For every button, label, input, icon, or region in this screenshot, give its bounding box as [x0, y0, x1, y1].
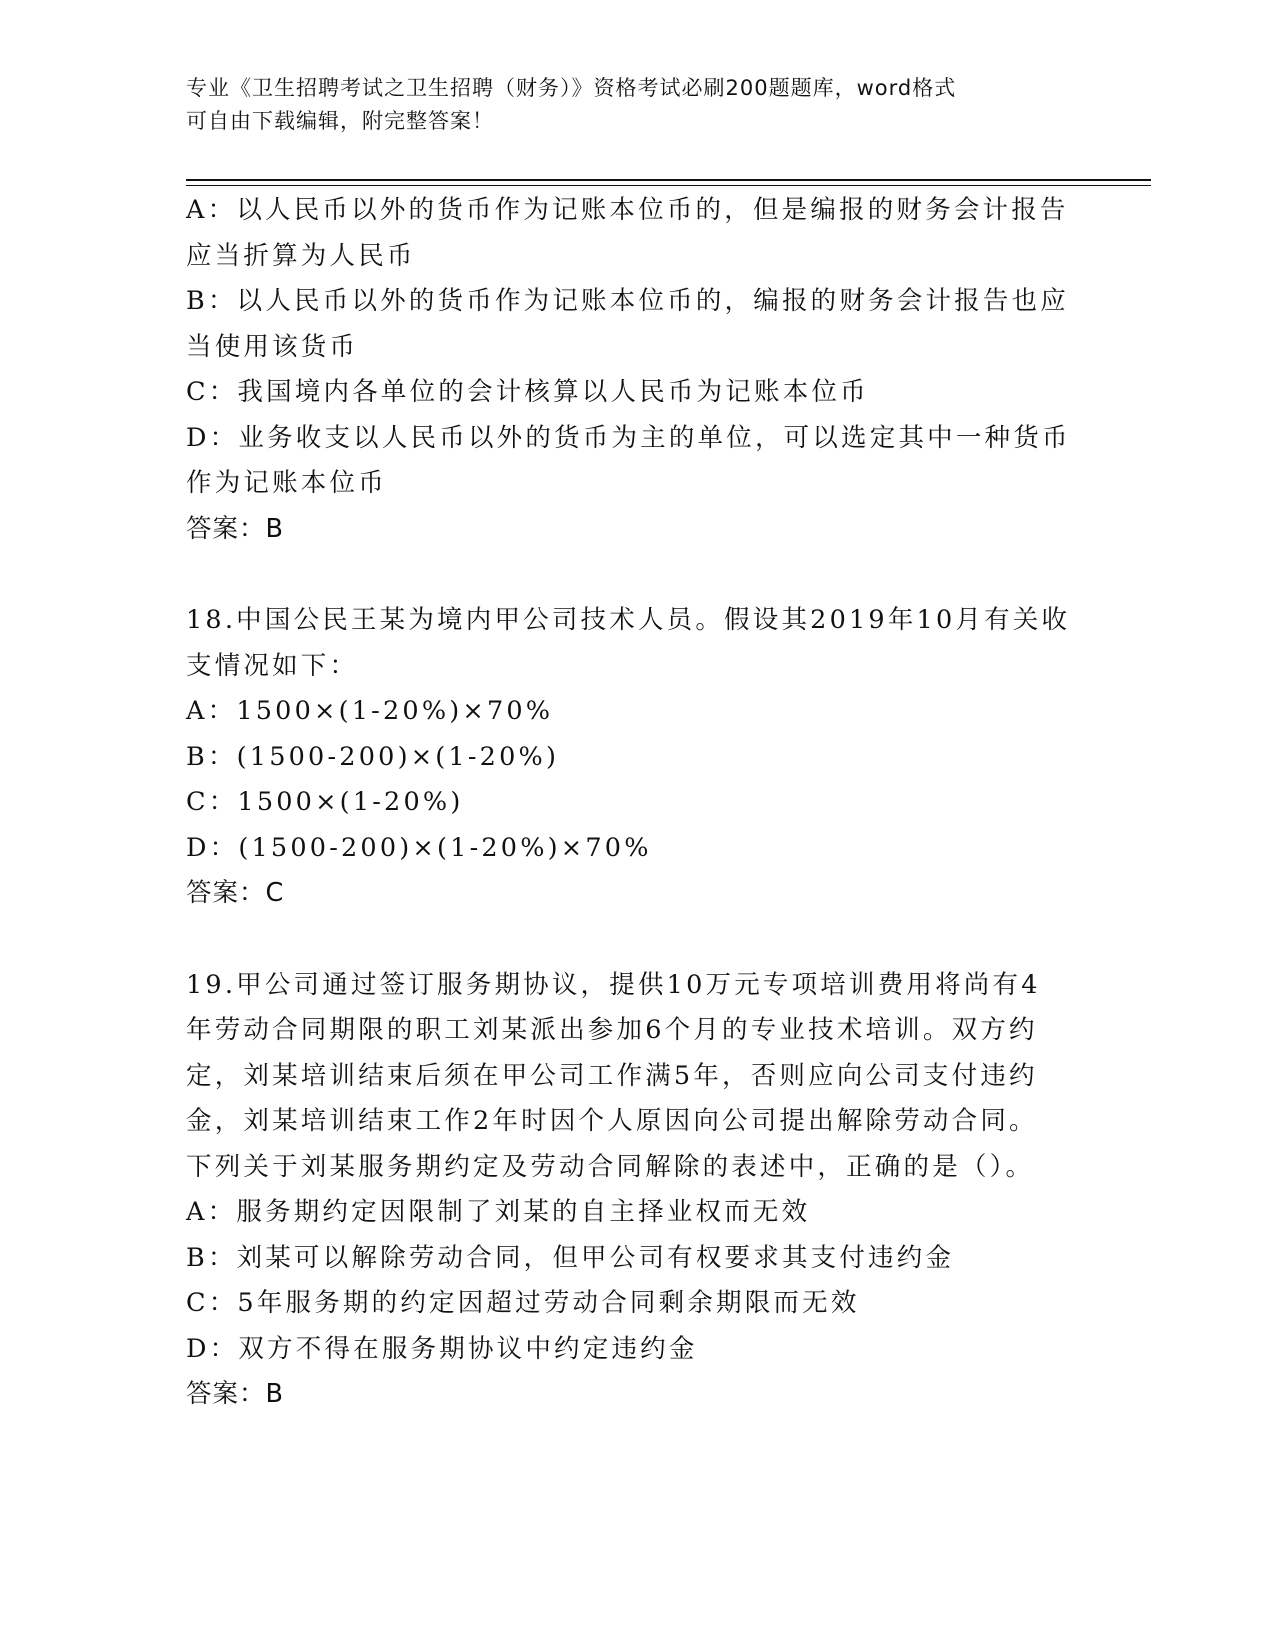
question-19-stem-line-1: 19.甲公司通过签订服务期协议，提供10万元专项培训费用将尚有4 [186, 969, 1041, 1000]
answer-18: 答案：C [186, 878, 285, 908]
option-a: A：1500×(1-20%)×70% [186, 696, 554, 726]
answer-19: 答案：B [186, 1379, 284, 1409]
option-d-line-2: 作为记账本位币 [186, 468, 387, 498]
header-divider-thick [186, 179, 1151, 181]
option-a: A：服务期约定因限制了刘某的自主择业权而无效 [186, 1197, 811, 1227]
question-content [186, 188, 1076, 1418]
spacer [186, 552, 1076, 598]
spacer [186, 917, 1076, 963]
option-c: C：1500×(1-20%) [186, 787, 464, 817]
document-header [186, 72, 1066, 138]
option-d: D：(1500-200)×(1-20%)×70% [186, 832, 652, 863]
question-18-stem-line-2: 支情况如下： [186, 650, 359, 681]
header-divider-thin [186, 185, 1151, 186]
question-19-stem-line-3: 定，刘某培训结束后须在甲公司工作满5年，否则应向公司支付违约 [186, 1060, 1038, 1091]
option-b: B：刘某可以解除劳动合同，但甲公司有权要求其支付违约金 [186, 1242, 955, 1273]
option-b-line-2: 当使用该货币 [186, 331, 359, 362]
question-18-stem-line-1: 18.中国公民王某为境内甲公司技术人员。假设其2019年10月有关收 [186, 605, 1071, 635]
header-line-1: 专业《卫生招聘考试之卫生招聘（财务）》资格考试必刷200题题库，word格式 [186, 76, 957, 100]
option-d-line-1: D：业务收支以人民币以外的货币为主的单位，可以选定其中一种货币 [186, 422, 1071, 453]
option-a-line-1: A：以人民币以外的货币作为记账本位币的，但是编报的财务会计报告 [186, 195, 1069, 225]
option-a-line-2: 应当折算为人民币 [186, 240, 416, 271]
header-line-2: 可自由下载编辑，附完整答案！ [186, 109, 494, 133]
question-17-block [186, 188, 1076, 552]
question-18-block [186, 598, 1076, 917]
option-d: D：双方不得在服务期协议中约定违约金 [186, 1333, 698, 1364]
option-c: C：我国境内各单位的会计核算以人民币为记账本位币 [186, 377, 869, 407]
option-b-line-1: B：以人民币以外的货币作为记账本位币的，编报的财务会计报告也应 [186, 286, 1069, 316]
option-c: C：5年服务期的约定因超过劳动合同剩余期限而无效 [186, 1288, 860, 1318]
option-b: B：(1500-200)×(1-20%) [186, 741, 560, 772]
question-19-stem-line-5: 下列关于刘某服务期约定及劳动合同解除的表述中，正确的是（）。 [186, 1151, 1035, 1182]
answer-17: 答案：B [186, 513, 284, 544]
question-19-stem-line-2: 年劳动合同期限的职工刘某派出参加6个月的专业技术培训。双方约 [186, 1015, 1038, 1045]
question-19-block [186, 963, 1076, 1418]
question-19-stem-line-4: 金，刘某培训结束工作2年时因个人原因向公司提出解除劳动合同。 [186, 1106, 1038, 1136]
